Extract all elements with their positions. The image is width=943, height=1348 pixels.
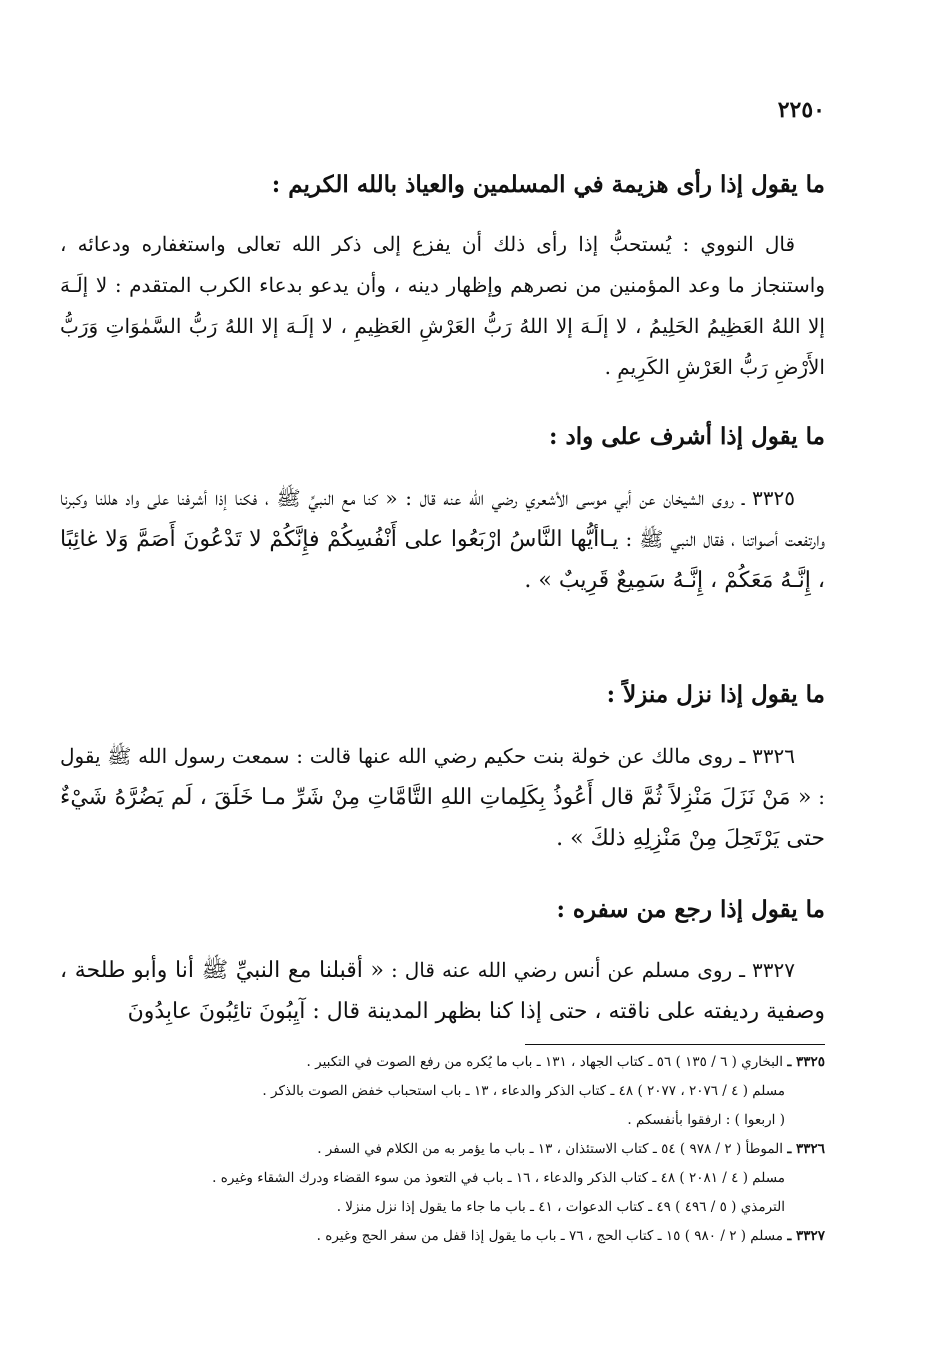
page-number: ٢٢٥٠ (777, 97, 825, 123)
footnote-text: الموطأ ( ٢ / ٩٧٨ ) ٥٤ ـ كتاب الاستئذان ، ١٣ ـ باب ما يؤمر به من الكلام في السفر . (317, 1141, 784, 1157)
footnote-number: ٣٣٢٧ ـ (787, 1228, 825, 1244)
footnote-text: ( اربعوا ) : ارفقوا بأنفسكم . (627, 1112, 785, 1128)
footnote-text: الترمذي ( ٥ / ٤٩٦ ) ٤٩ ـ كتاب الدعوات ، ٤١ ـ باب ما جاء ما يقول إذا نزل منزلا . (336, 1199, 785, 1215)
footnote-text: البخاري ( ٦ / ١٣٥ ) ٥٦ ـ كتاب الجهاد ، ١٣١ ـ باب ما يُكره من رفع الصوت في التكبير . (306, 1054, 784, 1070)
hadith-intro: ٣٣٢٧ ـ روى مسلم عن أنس رضي الله عنه قال : (391, 958, 796, 982)
section-heading-defeat: ما يقول إذا رأى هزيمة في المسلمين والعياذ بالله الكريم : (271, 171, 825, 198)
hadith-3327 (60, 950, 825, 1032)
footnote-line (60, 1164, 825, 1193)
section-heading-lodging: ما يقول إذا نزل منزلاً : (606, 681, 825, 708)
hadith-quote: يـاأيُّها النَّاسُ ارْبَعُوا على أَنْفُسِكُمْ فإِنَّكُمْ لا تَدْعُونَ أَصَمَّ وَلا غائِبًا ، إِنَّـهُ مَعَكُمْ ، إِنَّـهُ سَمِيعٌ قَرِيبٌ » . (60, 527, 825, 593)
footnote-text: مسلم ( ٤ / ٢٠٨١ ) ٤٨ ـ كتاب الذكر والدعاء ، ١٦ ـ باب في التعوذ من سوء القضاء ودرك الشقاء وغيره . (212, 1170, 785, 1186)
section-heading-valley: ما يقول إذا أشرف على واد : (549, 423, 825, 450)
hadith-intro: ٣٣٢٥ ـ روى الشيخان عن أبي موسى الأشعري رضي الله عنه قال : « كنا مع النبيِّ ﷺ ، فكنا إذا أشرفنا على واد هللنا وكبرنا وارتفعت أصواتنا ، فقال النبي ﷺ : (60, 486, 826, 551)
hadith-quote: « مَنْ نَزَلَ مَنْزِلاً ثُمَّ قال أَعُوذُ بِكَلِماتِ اللهِ التَّامَّاتِ مِنْ شَرِّ مـا خَلَقَ ، لَم يَضُرَّهُ شَيْءٌ حتى يَرْتَحِلَ مِنْ مَنْزِلِهِ ذلكَ » . (60, 785, 825, 851)
footnote-text: مسلم ( ٢ / ٩٨٠ ) ١٥ ـ كتاب الحج ، ٧٦ ـ باب ما يقول إذا قفل من سفر الحج وغيره . (316, 1228, 784, 1244)
book-page (60, 0, 825, 1348)
hadith-intro: ٣٣٢٦ ـ روى مالك عن خولة بنت حكيم رضي الله عنها قالت : سمعت رسول الله ﷺ يقول : (60, 744, 825, 809)
footnote-text: مسلم ( ٤ / ٢٠٧٦ ، ٢٠٧٧ ) ٤٨ ـ كتاب الذكر والدعاء ، ١٣ ـ باب استحباب خفض الصوت بالذكر . (262, 1083, 785, 1099)
footnote-line (60, 1193, 825, 1222)
paragraph-nawawi (60, 224, 825, 388)
paragraph-text: قال النووي : يُستحبُّ إذا رأى ذلك أن يفزع إلى ذكر الله تعالى واستغفاره ودعائه ، واستنجاز ما وعد المؤمنين من نصرهم وإظهار دينه ، وأن يدعو بدعاء الكرب المتقدم : لا إلَـهَ إلا اللهُ العَظِيمُ الحَلِيمُ ، لا إلَـهَ إلا اللهُ رَبُّ العَرْشِ العَظِيمِ ، لا إلَـهَ إلا اللهُ رَبُّ السَّمٰوَاتِ وَرَبُّ الأَرْضِ رَبُّ العَرْشِ الكَرِيمِ . (60, 232, 825, 379)
footnote-divider (525, 1044, 825, 1045)
hadith-3326 (60, 736, 825, 859)
footnote-line (60, 1222, 825, 1251)
footnote-number: ٣٣٢٦ ـ (787, 1141, 825, 1157)
footnote-line (60, 1077, 825, 1106)
footnote-line (60, 1135, 825, 1164)
section-heading-return: ما يقول إذا رجع من سفره : (556, 896, 825, 923)
footnote-number: ٣٣٢٥ ـ (787, 1054, 825, 1070)
hadith-quote: « أقبلنا مع النبيِّ ﷺ أنا وأبو طلحة ، وصفية رديفته على ناقته ، حتى إذا كنا بظهر المدينة قال : آيِبُونَ تائِبُونَ عابِدُونَ (60, 958, 825, 1024)
footnote-line (60, 1106, 825, 1135)
footnote-line (60, 1048, 825, 1077)
footnotes (60, 1048, 825, 1251)
hadith-3325 (60, 478, 825, 601)
